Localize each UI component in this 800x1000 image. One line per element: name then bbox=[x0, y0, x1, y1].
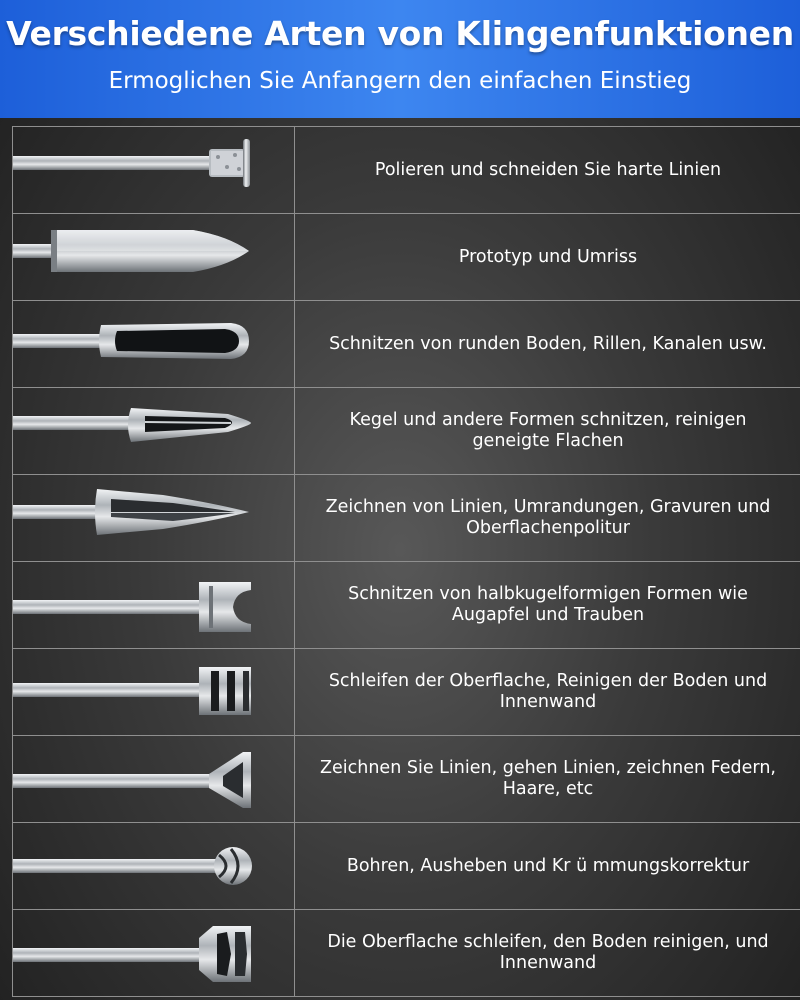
table-row bbox=[12, 388, 800, 475]
tool-cell bbox=[13, 649, 294, 735]
table-row bbox=[12, 127, 800, 214]
description-text: Prototyp und Umriss bbox=[458, 246, 638, 267]
banner-title: Verschiedene Arten von Klingenfunktionen bbox=[6, 14, 794, 53]
tool-cell bbox=[13, 736, 294, 822]
table-row bbox=[12, 823, 800, 910]
flame-burr-icon bbox=[13, 475, 294, 562]
round-nose-burr-icon bbox=[13, 301, 294, 388]
description-text: Polieren und schneiden Sie harte Linien bbox=[374, 159, 722, 180]
tool-cell bbox=[13, 475, 294, 561]
table-row bbox=[12, 736, 800, 823]
half-sphere-cup-burr-icon bbox=[13, 562, 294, 649]
knife-blade-burr-icon bbox=[13, 214, 294, 301]
taper-burr-icon bbox=[13, 388, 294, 475]
tool-cell bbox=[13, 823, 294, 909]
table-row bbox=[12, 301, 800, 388]
blade-function-table bbox=[12, 126, 800, 994]
description-text: Schleifen der Oberflache, Reinigen der Boden und Innenwand bbox=[328, 671, 768, 712]
description-text: Zeichnen Sie Linien, gehen Linien, zeichnen Federn, Haare, etc bbox=[320, 758, 776, 799]
tool-cell bbox=[13, 127, 294, 213]
tool-cell bbox=[13, 562, 294, 648]
banner-subtitle: Ermoglichen Sie Anfangern den einfachen Einstieg bbox=[108, 68, 692, 94]
table-row bbox=[12, 214, 800, 301]
description-text: Zeichnen von Linien, Umrandungen, Gravuren und Oberflachenpolitur bbox=[325, 497, 771, 538]
table-row bbox=[12, 910, 800, 997]
header-banner bbox=[0, 0, 800, 118]
table-row bbox=[12, 562, 800, 649]
description-text: Bohren, Ausheben und Kr ü mmungskorrektur bbox=[346, 855, 750, 876]
ball-burr-icon bbox=[13, 823, 294, 910]
description-text: Kegel und andere Formen schnitzen, reinigen geneigte Flachen bbox=[349, 410, 747, 451]
tool-cell bbox=[13, 301, 294, 387]
table-row bbox=[12, 649, 800, 736]
wheel-cutter-burr-icon bbox=[13, 910, 294, 997]
description-text: Die Oberflache schleifen, den Boden reinigen, und Innenwand bbox=[327, 932, 769, 973]
diamond-disc-burr-icon bbox=[13, 127, 294, 214]
tool-cell bbox=[13, 214, 294, 300]
cylinder-burr-icon bbox=[13, 649, 294, 736]
description-text: Schnitzen von halbkugelformigen Formen wie Augapfel und Trauben bbox=[348, 584, 748, 625]
description-text: Schnitzen von runden Boden, Rillen, Kanalen usw. bbox=[329, 333, 767, 354]
tool-cell bbox=[13, 388, 294, 474]
tool-cell bbox=[13, 910, 294, 996]
inverted-cone-burr-icon bbox=[13, 736, 294, 823]
table-row bbox=[12, 475, 800, 562]
